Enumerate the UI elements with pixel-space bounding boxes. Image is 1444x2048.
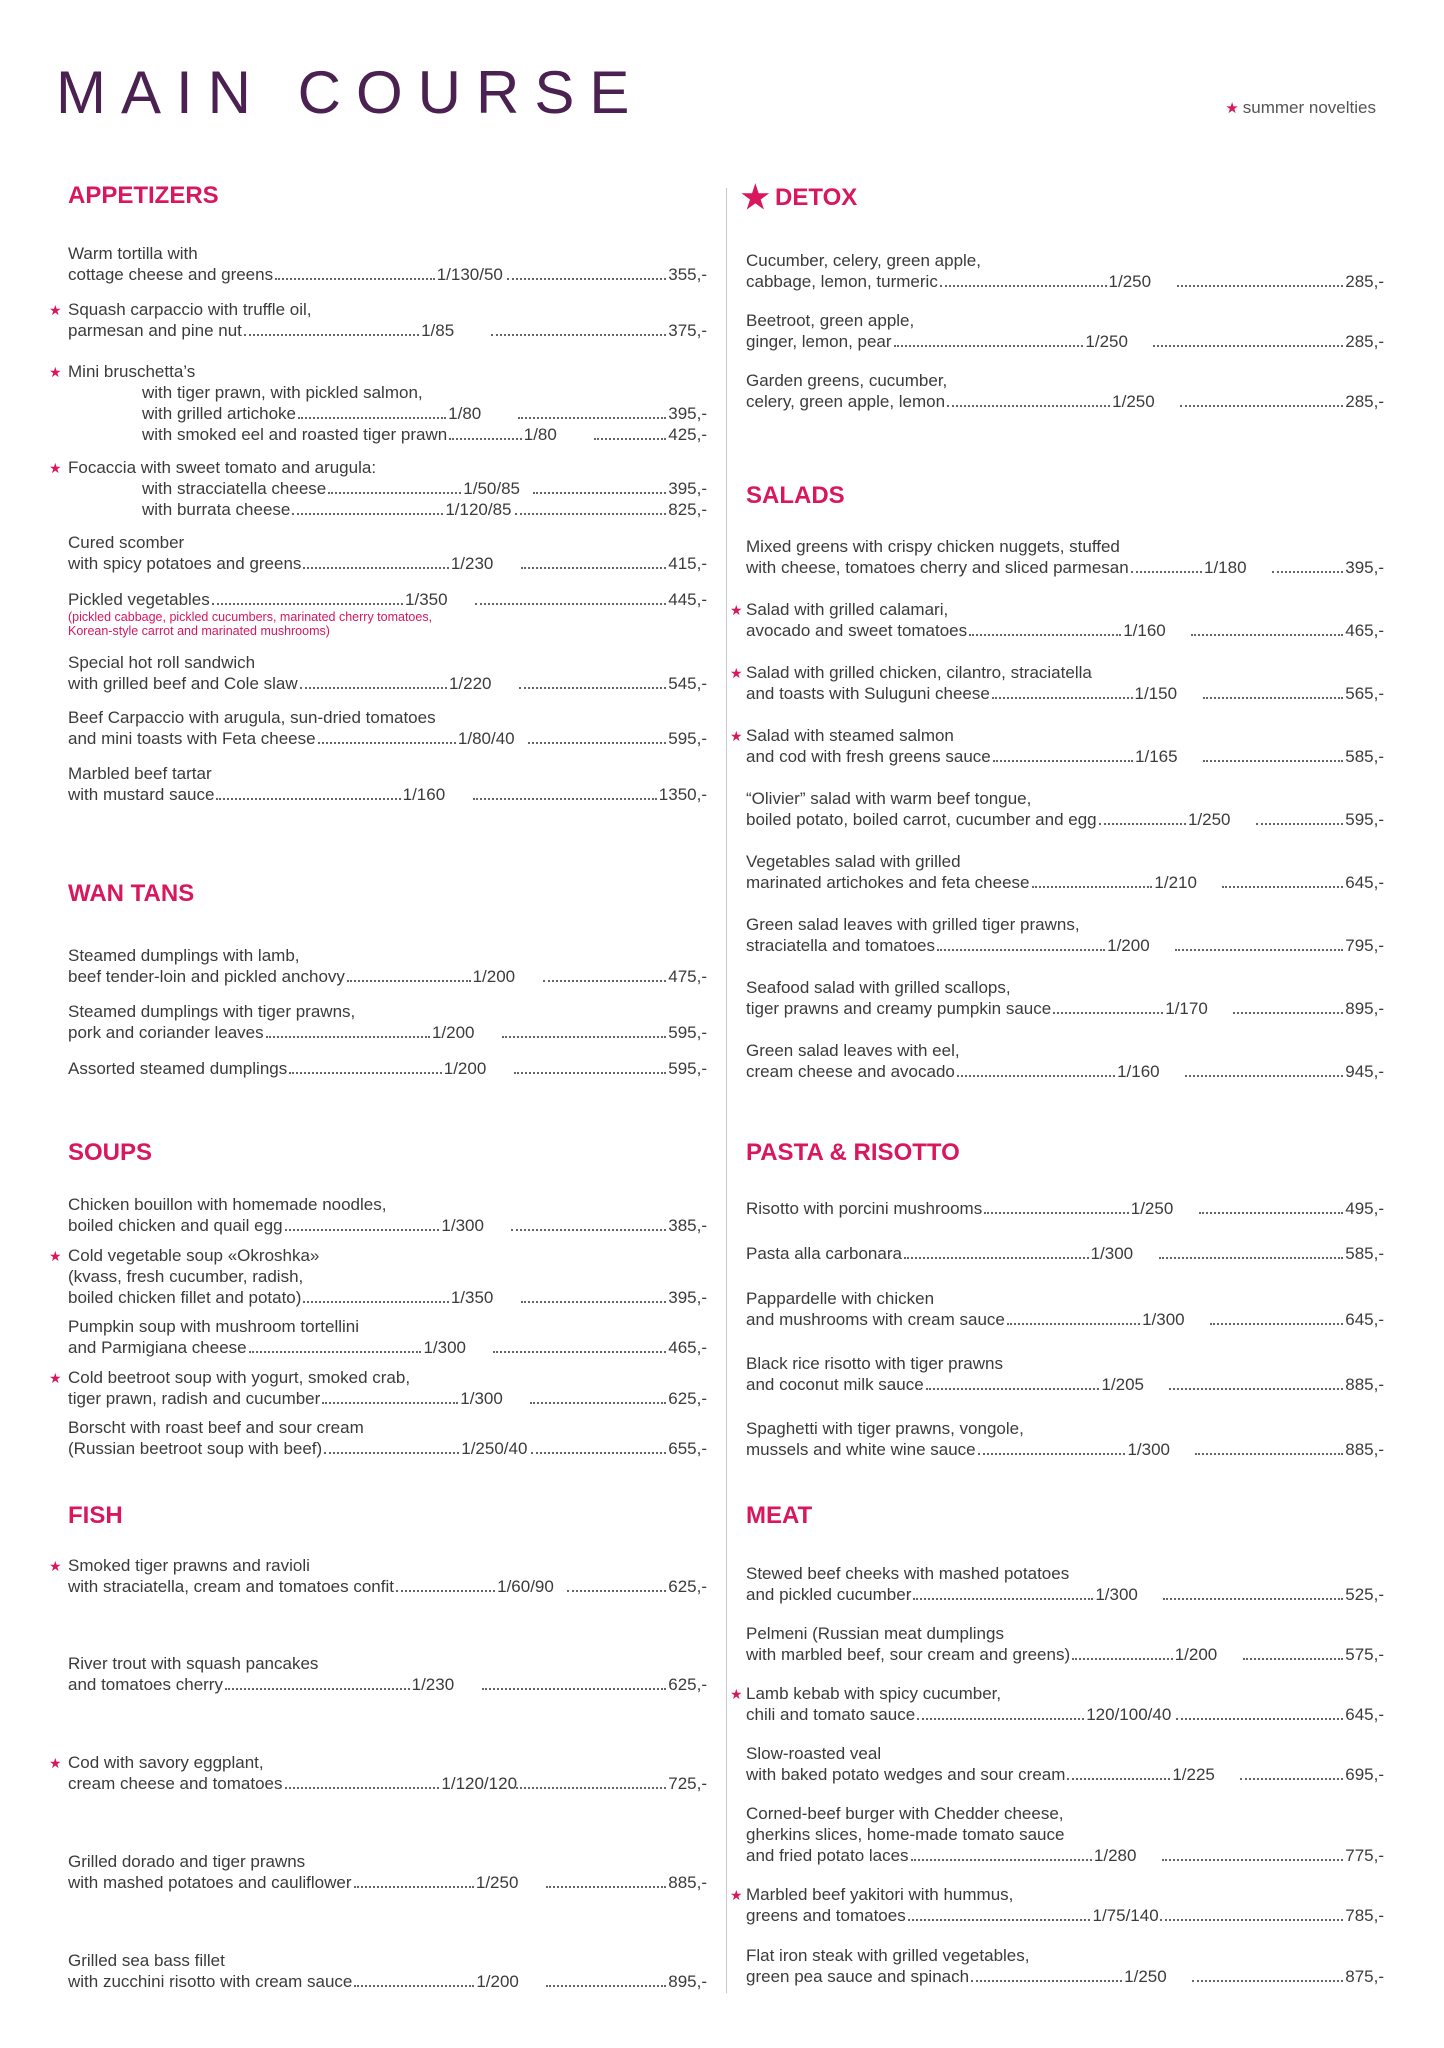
item-weight: 1/220 [448,674,492,693]
item-name: Marbled beef tartar [68,764,212,783]
item-price: 655,- [668,1439,708,1458]
menu-item [746,310,1384,352]
item-name: Salad with grilled calamari, [746,600,949,619]
item-name: cabbage, lemon, turmeric [746,272,938,291]
item-name: tiger prawns and creamy pumpkin sauce [746,999,1052,1018]
item-name: cottage cheese and greens [68,265,274,284]
item-weight: 1/300 [460,1389,503,1408]
item-name: straciatella and tomatoes [746,936,935,955]
item-weight: 1/250/40 [461,1439,528,1458]
item-weight: 1/300 [1127,1440,1170,1459]
item-price: 885,- [668,1873,707,1892]
item-name: and coconut milk sauce [746,1375,924,1394]
item-price: 285,- [1345,272,1385,291]
legend-text: summer novelties [1242,98,1376,117]
item-name: with mustard sauce [68,785,215,804]
item-name: Chicken bouillon with homemade noodles, [68,1195,387,1214]
item-name: and mushrooms with cream sauce [746,1310,1005,1329]
item-price: 595,- [668,729,708,748]
item-weight: 1/160 [1117,1062,1160,1081]
item-name: Green salad leaves with grilled tiger prawns, [746,915,1080,934]
item-price: 585,- [1345,747,1385,766]
item-weight: 1/80 [523,425,557,444]
menu-item [746,1353,1384,1395]
item-name: Pumpkin soup with mushroom tortellini [68,1317,360,1336]
star-icon: ★ [49,1755,62,1771]
item-price: 395,- [668,404,708,423]
star-icon: ★ [730,665,743,681]
item-name: pork and coriander leaves [68,1023,264,1042]
item-name: Cold vegetable soup «Okroshka» [68,1246,320,1265]
item-name: with smoked eel and roasted tiger prawn [142,425,448,444]
menu-item [49,1752,708,1794]
item-weight: 1/250 [1085,332,1128,351]
section-title-fish: FISH [68,1502,123,1529]
section-title-detox [741,179,858,215]
item-name: Grilled sea bass fillet [68,1951,225,1970]
item-price: 785,- [1345,1906,1384,1925]
item-name: with zucchini risotto with cream sauce [68,1972,353,1991]
menu-item [49,299,707,341]
item-price: 645,- [1345,873,1385,892]
item-weight: 1/160 [402,785,446,804]
menu-item [730,725,1385,767]
menu-item [49,1555,708,1597]
item-price: 595,- [668,1059,708,1078]
menu-item [68,1194,707,1236]
star-icon: ★ [49,302,62,318]
item-price: 565,- [1345,684,1385,703]
item-price: 1350,- [658,785,707,804]
item-name: Lamb kebab with spicy cucumber, [746,1684,1002,1703]
item-price: 575,- [1345,1645,1385,1664]
item-name: cream cheese and tomatoes [68,1774,283,1793]
item-name: with spicy potatoes and greens [68,554,302,573]
item-name: Stewed beef cheeks with mashed potatoes [746,1564,1070,1583]
item-weight: 1/250 [1112,392,1155,411]
star-icon: ★ [49,1370,62,1386]
item-weight: 1/250 [1124,1967,1167,1986]
item-price: 285,- [1345,392,1385,411]
menu-item [68,763,707,805]
menu-item [746,1623,1384,1665]
item-price: 595,- [1345,810,1384,829]
menu-item [68,1058,707,1079]
item-price: 465,- [1345,621,1384,640]
star-icon: ★ [730,1686,743,1702]
item-name: Pasta alla carbonara [746,1244,902,1263]
item-price: 895,- [1345,999,1385,1018]
item-weight: 1/280 [1093,1846,1137,1865]
item-price: 475,- [668,967,707,986]
star-icon: ★ [49,364,62,380]
item-name: and cod with fresh greens sauce [746,747,991,766]
item-name: tiger prawn, radish and cucumber [68,1389,321,1408]
item-weight: 1/180 [1203,558,1247,577]
menu-item [746,977,1384,1019]
item-weight: 1/300 [1090,1244,1134,1263]
item-name: Beef Carpaccio with arugula, sun-dried tomatoes [68,708,436,727]
item-weight: 1/300 [1095,1585,1138,1604]
item-price: 425,- [668,425,708,444]
item-name: Focaccia with sweet tomato and arugula: [68,458,377,477]
item-name: boiled chicken fillet and potato) [68,1288,302,1307]
item-weight: 1/75/140 [1092,1906,1159,1925]
menu-item [68,1851,707,1893]
menu-item [49,1367,708,1409]
item-name: chili and tomato sauce [746,1705,916,1724]
item-name: Cured scomber [68,533,185,552]
item-name: and mini toasts with Feta cheese [68,729,316,748]
menu-item [730,599,1384,641]
item-weight: 1/350 [450,1288,494,1307]
item-name: with straciatella, cream and tomatoes confit [68,1577,394,1596]
star-icon: ★ [49,1558,62,1574]
item-name: Warm tortilla with [68,244,198,263]
menu-item [746,1198,1384,1219]
item-weight: 1/200 [1107,936,1150,955]
item-name: Spaghetti with tiger prawns, vongole, [746,1419,1024,1438]
page-title: MAIN COURSE [56,59,645,126]
item-name: and fried potato laces [746,1846,909,1865]
item-weight: 1/120/85 [445,500,512,519]
item-weight: 1/160 [1123,621,1166,640]
item-weight: 120/100/40 [1086,1705,1172,1724]
item-price: 595,- [668,1023,707,1042]
item-name: Beetroot, green apple, [746,311,915,330]
item-name: Pickled vegetables [68,590,210,609]
item-weight: 1/165 [1135,747,1178,766]
menu-item [68,945,707,987]
item-name: with stracciatella cheese [142,479,327,498]
item-weight: 1/230 [411,1675,455,1694]
item-price: 885,- [1345,1375,1384,1394]
item-price: 895,- [668,1972,708,1991]
item-name: Assorted steamed dumplings [68,1059,288,1078]
item-price: 695,- [1345,1765,1385,1784]
item-name: beef tender-loin and pickled anchovy [68,967,345,986]
item-weight: 1/130/50 [436,265,503,284]
item-name: Mini bruschetta’s [68,362,196,381]
item-name: Salad with steamed salmon [746,726,954,745]
item-weight: 1/205 [1101,1375,1144,1394]
item-weight: 1/150 [1134,684,1178,703]
menu-item [68,532,707,574]
menu-item [730,1683,1384,1725]
item-name: Flat iron steak with grilled vegetables, [746,1946,1030,1965]
item-name: Seafood salad with grilled scallops, [746,978,1011,997]
item-name: ginger, lemon, pear [746,332,892,351]
section-title-pasta: PASTA & RISOTTO [746,1139,960,1166]
menu-item [68,1417,707,1459]
legend [1225,98,1376,118]
item-weight: 1/230 [450,554,494,573]
menu-item [68,589,707,638]
menu-item [746,1743,1384,1785]
item-weight: 1/200 [431,1023,475,1042]
item-price: 445,- [668,590,708,609]
item-weight: 1/200 [476,1972,519,1991]
item-name: and toasts with Suluguni cheese [746,684,990,703]
item-name: Cod with savory eggplant, [68,1753,264,1772]
item-weight: 1/50/85 [463,479,520,498]
item-name: (kvass, fresh cucumber, radish, [68,1267,304,1286]
section-title-appetizers: APPETIZERS [68,182,219,209]
item-price: 945,- [1345,1062,1385,1081]
item-price: 385,- [668,1216,707,1235]
item-weight: 1/250 [1108,272,1152,291]
item-name: with baked potato wedges and sour cream [746,1765,1066,1784]
item-name: Steamed dumplings with tiger prawns, [68,1002,356,1021]
menu-item [746,788,1384,830]
item-price: 545,- [668,674,707,693]
item-weight: 1/210 [1154,873,1197,892]
menu-item [746,1945,1384,1987]
item-price: 645,- [1345,1310,1385,1329]
item-weight: 1/225 [1172,1765,1215,1784]
item-price: 355,- [668,265,708,284]
item-price: 625,- [668,1389,708,1408]
item-price: 465,- [668,1338,707,1357]
item-name: cream cheese and avocado [746,1062,955,1081]
item-price: 525,- [1345,1585,1384,1604]
menu-item [68,243,707,285]
item-weight: 1/250 [475,1873,519,1892]
item-weight: 1/200 [472,967,516,986]
item-name: and Parmigiana cheese [68,1338,247,1357]
item-name: Cold beetroot soup with yogurt, smoked crab, [68,1368,411,1387]
item-name: River trout with squash pancakes [68,1654,319,1673]
item-note: Korean-style carrot and marinated mushrooms) [68,624,330,638]
item-name: Squash carpaccio with truffle oil, [68,300,312,319]
menu-item [68,1001,707,1043]
item-weight: 1/300 [423,1338,466,1357]
item-price: 645,- [1345,1705,1384,1724]
item-price: 725,- [668,1774,708,1793]
item-name: Pappardelle with chicken [746,1289,935,1308]
item-price: 625,- [668,1577,708,1596]
item-name: avocado and sweet tomatoes [746,621,968,640]
item-name: Risotto with porcini mushrooms [746,1199,983,1218]
item-price: 285,- [1345,332,1385,351]
menu-item [49,1245,707,1308]
menu-item [746,370,1384,412]
menu-item [49,457,708,520]
section-title-salads: SALADS [746,482,845,509]
item-price: 495,- [1345,1199,1385,1218]
menu-item [730,1884,1384,1926]
item-name: greens and tomatoes [746,1906,906,1925]
item-name: green pea sauce and spinach [746,1967,970,1986]
item-name: parmesan and pine nut [68,321,242,340]
item-price: 395,- [668,1288,707,1307]
item-weight: 1/350 [405,590,448,609]
item-price: 395,- [668,479,708,498]
item-price: 375,- [668,321,707,340]
item-name: Pelmeni (Russian meat dumplings [746,1624,1004,1643]
section-title-wantans: WAN TANS [68,880,195,907]
section-title-meat: MEAT [746,1502,813,1529]
star-icon: ★ [49,460,62,476]
item-price: 885,- [1345,1440,1384,1459]
item-price: 825,- [668,500,707,519]
menu-item [730,662,1385,704]
item-name: Steamed dumplings with lamb, [68,946,300,965]
menu-item [746,1040,1384,1082]
item-name: Salad with grilled chicken, cilantro, straciatella [746,663,1092,682]
item-name: boiled chicken and quail egg [68,1216,283,1235]
item-name: Cucumber, celery, green apple, [746,251,981,270]
item-weight: 1/170 [1165,999,1208,1018]
menu-item [746,1803,1384,1866]
menu-item [746,1418,1384,1460]
item-weight: 1/300 [1142,1310,1185,1329]
item-note: (pickled cabbage, pickled cucumbers, marinated cherry tomatoes, [68,610,433,624]
item-price: 395,- [1345,558,1385,577]
item-price: 875,- [1345,1967,1384,1986]
item-name: (Russian beetroot soup with beef) [68,1439,323,1458]
item-name: with burrata cheese [142,500,291,519]
item-name: with cheese, tomatoes cherry and sliced parmesan [746,558,1129,577]
menu-item [746,851,1384,893]
item-name: with marbled beef, sour cream and greens) [746,1645,1071,1664]
item-name: with grilled beef and Cole slaw [68,674,298,693]
item-weight: 1/300 [441,1216,484,1235]
item-price: 795,- [1345,936,1384,955]
item-name: Green salad leaves with eel, [746,1041,960,1060]
item-name: Corned-beef burger with Chedder cheese, [746,1804,1064,1823]
menu-item [68,1653,707,1695]
item-weight: 1/80/40 [457,729,515,748]
column-divider [726,188,727,1993]
item-name: mussels and white wine sauce [746,1440,976,1459]
section-title-soups: SOUPS [68,1139,153,1166]
item-weight: 1/200 [1174,1645,1218,1664]
menu-item [746,250,1384,292]
item-weight: 1/120/120 [441,1774,518,1793]
star-icon: ★ [49,1248,62,1264]
item-name: Slow-roasted veal [746,1744,882,1763]
item-price: 775,- [1345,1846,1384,1865]
item-weight: 1/250 [1187,810,1231,829]
item-name: boiled potato, boiled carrot, cucumber and egg [746,810,1097,829]
item-name: marinated artichokes and feta cheese [746,873,1030,892]
item-name: and pickled cucumber [746,1585,912,1604]
menu-item [49,361,708,445]
item-name: gherkins slices, home-made tomato sauce [746,1825,1065,1844]
item-name: with grilled artichoke [142,404,297,423]
item-weight: 1/250 [1130,1199,1174,1218]
menu-item [746,1563,1384,1605]
menu-item [68,707,707,749]
item-name: Marbled beef yakitori with hummus, [746,1885,1014,1904]
menu-item [746,914,1384,956]
star-icon: ★ [730,602,743,618]
menu-item [68,652,707,694]
menu-item [746,1288,1384,1330]
item-name: Vegetables salad with grilled [746,852,961,871]
item-name: “Olivier” salad with warm beef tongue, [746,789,1032,808]
item-weight: 1/80 [448,404,482,423]
menu-item [746,1243,1384,1264]
item-name: and tomatoes cherry [68,1675,223,1694]
item-name: with tiger prawn, with pickled salmon, [142,383,423,402]
item-name: Mixed greens with crispy chicken nuggets, stuffed [746,537,1120,556]
item-price: 415,- [668,554,708,573]
star-icon: ★ [741,179,770,215]
item-name: Grilled dorado and tiger prawns [68,1852,306,1871]
item-name: Borscht with roast beef and sour cream [68,1418,364,1437]
item-name: Smoked tiger prawns and ravioli [68,1556,310,1575]
item-price: 585,- [1345,1244,1384,1263]
item-weight: 1/200 [443,1059,487,1078]
star-icon: ★ [730,1887,743,1903]
menu-item [68,1316,707,1358]
item-price: 625,- [668,1675,707,1694]
menu-item [68,1950,707,1992]
section-title-text: DETOX [775,184,858,211]
menu-item [746,536,1384,578]
item-name: Special hot roll sandwich [68,653,256,672]
star-icon: ★ [730,728,743,744]
star-icon: ★ [1225,100,1239,117]
item-name: Garden greens, cucumber, [746,371,948,390]
item-name: Black rice risotto with tiger prawns [746,1354,1003,1373]
item-name: celery, green apple, lemon [746,392,946,411]
item-name: with mashed potatoes and cauliflower [68,1873,352,1892]
item-weight: 1/85 [421,321,455,340]
item-weight: 1/60/90 [497,1577,554,1596]
